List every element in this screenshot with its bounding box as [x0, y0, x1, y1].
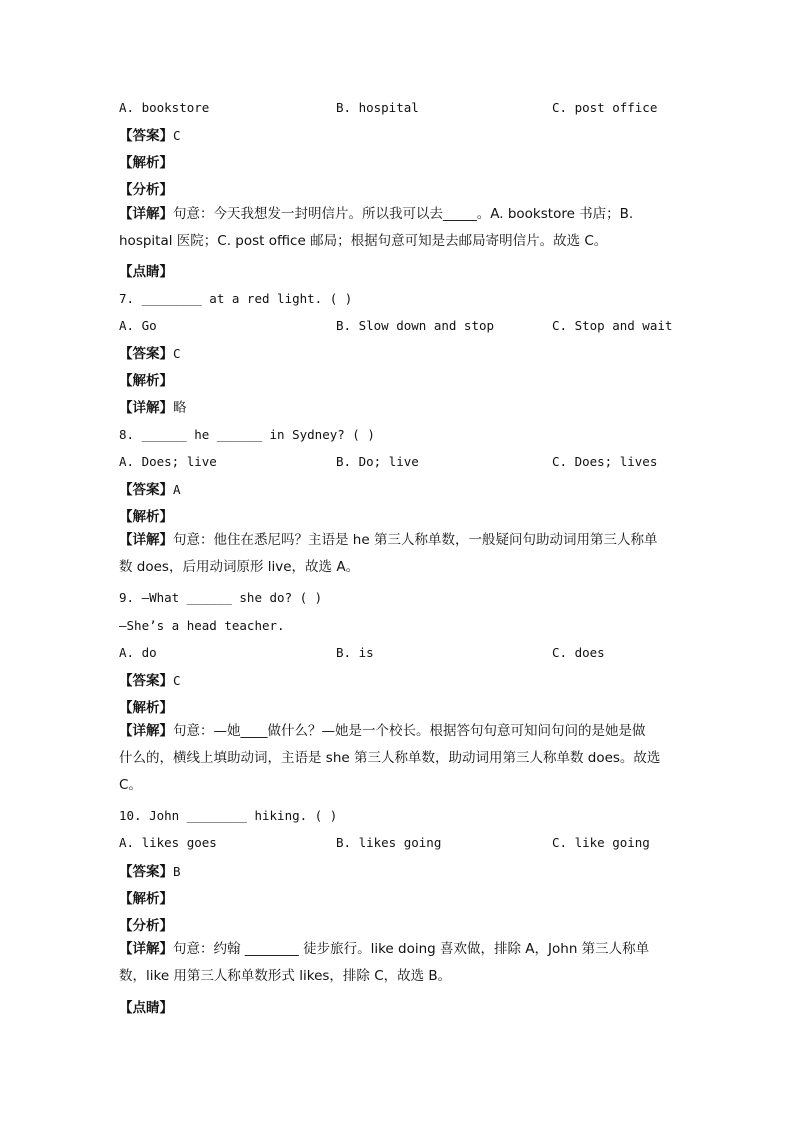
q6-analysis-tag: 【解析】 [119, 155, 173, 171]
q7-option-c: C. Stop and wait [552, 318, 673, 333]
q9-option-b: B. is [336, 645, 374, 660]
q6-detail [119, 201, 675, 255]
answer-tag: 【答案】 [119, 128, 173, 144]
q6-option-b: B. hospital [336, 100, 419, 115]
q9-answer [119, 669, 181, 689]
detail-tag: 【详解】 [119, 206, 173, 222]
q8-detail [119, 527, 675, 581]
q7-option-a: A. Go [119, 318, 157, 333]
q10-answer [119, 860, 181, 880]
q6-option-c: C. post office [552, 100, 658, 115]
q7-analysis-tag: 【解析】 [119, 373, 173, 389]
answer-tag: 【答案】 [119, 482, 173, 498]
q6-option-a: A. bookstore [119, 100, 210, 115]
q9-option-a: A. do [119, 645, 157, 660]
q8-answer [119, 478, 181, 498]
q8-analysis-tag: 【解析】 [119, 509, 173, 525]
answer-tag: 【答案】 [119, 864, 173, 880]
q10-fenxi-tag: 【分析】 [119, 918, 173, 934]
q7-stem: 7. ________ at a red light. ( ) [119, 291, 353, 306]
q9-detail [119, 718, 675, 799]
q9-option-c: C. does [552, 645, 605, 660]
detail-text: 句意：—她____做什么？—她是一个校长。根据答句句意可知问句问的是她是做 [173, 723, 646, 739]
answer-value: C [173, 346, 181, 361]
detail-text: C。 [119, 777, 142, 793]
answer-value: C [173, 128, 181, 143]
answer-value: B [173, 864, 181, 879]
answer-tag: 【答案】 [119, 346, 173, 362]
detail-text: 句意：今天我想发一封明信片。所以我可以去_____。A. bookstore 书店；B. [173, 206, 634, 222]
q10-dianjing-tag: 【点睛】 [119, 1000, 173, 1016]
q8-option-a: A. Does; live [119, 454, 217, 469]
detail-tag: 【详解】 [119, 941, 173, 957]
answer-value: A [173, 482, 181, 497]
q8-stem: 8. ______ he ______ in Sydney? ( ) [119, 427, 375, 442]
detail-tag: 【详解】 [119, 400, 173, 416]
detail-text: 句意：约翰 ________ 徒步旅行。like doing 喜欢做，排除 A，John 第三人称单 [173, 941, 650, 957]
q10-option-c: C. like going [552, 835, 650, 850]
detail-text: 句意：他住在悉尼吗？主语是 he 第三人称单数，一般疑问句助动词用第三人称单 [173, 532, 658, 548]
q10-detail [119, 936, 675, 990]
detail-text: 数，like 用第三人称单数形式 likes，排除 C，故选 B。 [119, 968, 452, 984]
q8-option-b: B. Do; live [336, 454, 419, 469]
answer-tag: 【答案】 [119, 673, 173, 689]
q7-detail [119, 396, 187, 416]
q8-option-c: C. Does; lives [552, 454, 658, 469]
q9-stem: 9. —What ______ she do? ( ) [119, 590, 323, 605]
detail-tag: 【详解】 [119, 723, 173, 739]
q6-answer [119, 124, 181, 144]
q10-analysis-tag: 【解析】 [119, 891, 173, 907]
q6-fenxi-tag: 【分析】 [119, 182, 173, 198]
q10-option-a: A. likes goes [119, 835, 217, 850]
detail-text: 略 [173, 400, 187, 416]
q9-stem-reply: —She’s a head teacher. [119, 618, 285, 633]
detail-text: 什么的，横线上填助动词，主语是 she 第三人称单数，助动词用第三人称单数 does。故选 [119, 750, 661, 766]
q9-analysis-tag: 【解析】 [119, 700, 173, 716]
detail-tag: 【详解】 [119, 532, 173, 548]
detail-text: hospital 医院；C. post office 邮局；根据句意可知是去邮局寄明信片。故选 C。 [119, 233, 608, 249]
q10-stem: 10. John ________ hiking. ( ) [119, 808, 338, 823]
detail-text: 数 does，后用动词原形 live，故选 A。 [119, 559, 360, 575]
q7-option-b: B. Slow down and stop [336, 318, 495, 333]
q10-option-b: B. likes going [336, 835, 442, 850]
answer-value: C [173, 673, 181, 688]
q6-dianjing-tag: 【点睛】 [119, 264, 173, 280]
q7-answer [119, 342, 181, 362]
